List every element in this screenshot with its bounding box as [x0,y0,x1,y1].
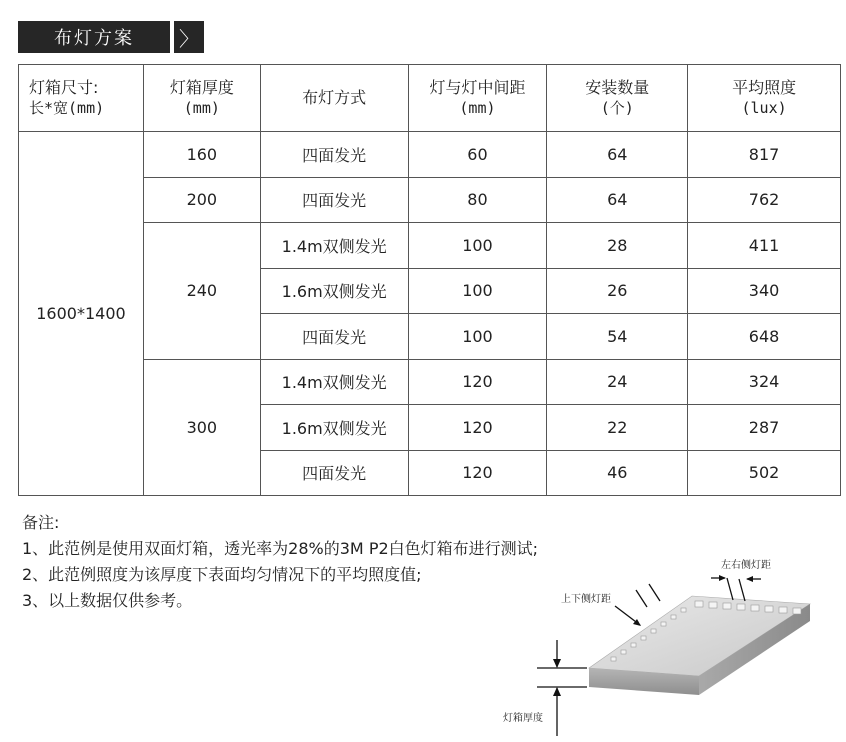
lux-cell: 762 [688,177,841,223]
tb-spacing-marker [615,584,660,626]
section-title: 布灯方案 [18,21,170,53]
lux-cell: 502 [688,450,841,496]
label-lr-spacing: 左右侧灯距 [721,560,771,571]
lux-cell: 324 [688,359,841,405]
lightbox-diagram [497,548,837,740]
method-cell: 1.6m双侧发光 [260,268,408,314]
lux-cell: 340 [688,268,841,314]
method-cell: 1.4m双侧发光 [260,359,408,405]
header-count: 安装数量 (个) [547,65,688,132]
table-header-row [19,65,841,132]
notes-heading: 备注: [22,513,60,532]
section-header [18,21,204,53]
count-cell: 26 [547,268,688,314]
header-size: 灯箱尺寸: 长*宽(mm) [19,65,144,132]
label-tb-spacing: 上下侧灯距 [561,594,611,605]
header-lux: 平均照度 (lux) [688,65,841,132]
method-cell: 四面发光 [260,132,408,178]
note-item: 3、以上数据仅供参考。 [22,591,193,610]
note-item: 2、此范例照度为该厚度下表面均匀情况下的平均照度值; [22,565,422,584]
header-method: 布灯方式 [260,65,408,132]
spacing-cell: 120 [408,405,547,451]
lux-cell: 411 [688,223,841,269]
header-thickness: 灯箱厚度 (mm) [143,65,260,132]
lighting-plan-table [18,64,841,496]
notes-section [22,510,538,614]
method-cell: 四面发光 [260,450,408,496]
lux-cell: 817 [688,132,841,178]
label-thickness: 灯箱厚度 [503,713,543,724]
method-cell: 四面发光 [260,314,408,360]
spacing-cell: 100 [408,223,547,269]
thickness-cell: 160 [143,132,260,178]
count-cell: 46 [547,450,688,496]
header-spacing: 灯与灯中间距 (mm) [408,65,547,132]
chevron-right-icon[interactable]: 〉 [174,21,204,53]
spacing-cell: 120 [408,359,547,405]
thickness-cell: 300 [143,359,260,496]
size-cell: 1600*1400 [19,132,144,496]
spacing-cell: 120 [408,450,547,496]
thickness-marker [537,640,587,736]
count-cell: 28 [547,223,688,269]
lux-cell: 648 [688,314,841,360]
count-cell: 22 [547,405,688,451]
method-cell: 1.6m双侧发光 [260,405,408,451]
thickness-cell: 240 [143,223,260,360]
thickness-cell: 200 [143,177,260,223]
table-row [19,132,841,178]
note-item: 1、此范例是使用双面灯箱，透光率为28%的3M P2白色灯箱布进行测试; [22,539,539,558]
count-cell: 54 [547,314,688,360]
method-cell: 四面发光 [260,177,408,223]
lux-cell: 287 [688,405,841,451]
count-cell: 64 [547,177,688,223]
spacing-cell: 60 [408,132,547,178]
spacing-cell: 80 [408,177,547,223]
spacing-cell: 100 [408,314,547,360]
method-cell: 1.4m双侧发光 [260,223,408,269]
count-cell: 64 [547,132,688,178]
count-cell: 24 [547,359,688,405]
spacing-cell: 100 [408,268,547,314]
lr-spacing-marker [711,575,761,601]
